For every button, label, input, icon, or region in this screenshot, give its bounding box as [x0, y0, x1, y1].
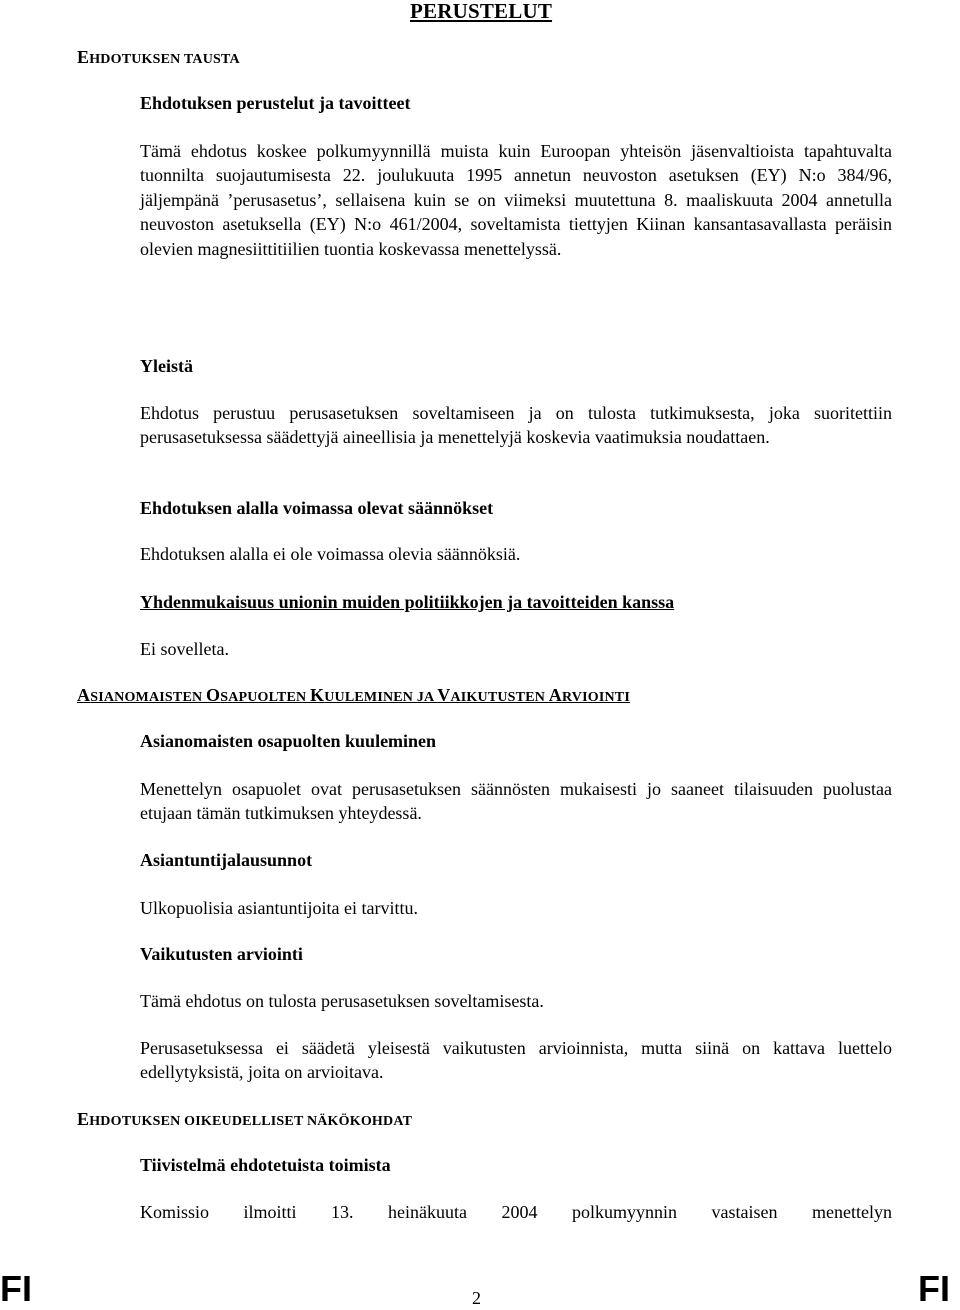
section-heading-kuuleminen: ASIANOMAISTEN OSAPUOLTEN KUULEMINEN JA VAIKUTUSTEN ARVIOINTI: [77, 685, 630, 705]
paragraph-vaikutukset-1: Tämä ehdotus on tulosta perusasetuksen soveltamisesta.: [140, 991, 544, 1011]
section-heading-tausta: [77, 47, 240, 68]
paragraph-yleista: Ehdotus perustuu perusasetuksen soveltamiseen ja on tulosta tutkimuksesta, joka suoritettiin perusasetuksessa säädettyjä aineellisia ja menettelyjä koskevia vaatimuksia noudattaen.: [140, 403, 892, 448]
paragraph-vaikutukset-2: Perusasetuksessa ei säädetä yleisestä vaikutusten arvioinnista, mutta siinä on kattava luettelo edellytyksistä, joita on arvioitava.: [140, 1038, 892, 1083]
subheading-osapuolet: Asianomaisten osapuolten kuuleminen: [140, 731, 437, 751]
subheading-yhdenmukaisuus: Yhdenmukaisuus unionin muiden politiikkojen ja tavoitteiden kanssa: [140, 592, 675, 612]
subheading-perustelut: Ehdotuksen perustelut ja tavoitteet: [140, 93, 411, 113]
page-number: 2: [472, 1288, 481, 1308]
paragraph-asiantuntija: Ulkopuolisia asiantuntijoita ei tarvittu.: [140, 898, 418, 918]
document-title: PERUSTELUT: [410, 0, 553, 23]
footer-language-left: FI: [0, 1268, 32, 1309]
paragraph-voimassa: Ehdotuksen alalla ei ole voimassa olevia säännöksiä.: [140, 544, 521, 564]
subheading-voimassa: Ehdotuksen alalla voimassa olevat säännökset: [140, 498, 494, 518]
section-heading-rest: HDOTUKSEN TAUSTA: [89, 52, 240, 67]
subheading-vaikutukset: Vaikutusten arviointi: [140, 944, 303, 964]
paragraph-perustelut: Tämä ehdotus koskee polkumyynnillä muista kuin Euroopan yhteisön jäsenvaltioista tapahtuvalta tuonnilta suojautumisesta 22. joulukuuta 1995 annetun neuvoston asetuksen (EY) N:o 384/96, jäljempänä ’perusasetus’, sellaisena kuin se on viimeksi muutettuna 8. maaliskuuta 2004 annetulla neuvoston asetuksella (EY) N:o 461/2004, soveltamista tiettyjen Kiinan kansantasavallasta peräisin olevien magnesiittitiilien tuontia koskevassa menettelyssä.: [140, 141, 892, 259]
subheading-asiantuntija: Asiantuntijalausunnot: [140, 850, 313, 870]
section-heading-oikeudelliset: EHDOTUKSEN OIKEUDELLISET NÄKÖKOHDAT: [77, 1109, 413, 1129]
subheading-tiivistelma: Tiivistelmä ehdotetuista toimista: [140, 1155, 391, 1175]
paragraph-yhdenmukaisuus: Ei sovelleta.: [140, 639, 229, 659]
paragraph-tiivistelma: Komissio ilmoitti 13. heinäkuuta 2004 polkumyynnin vastaisen menettelyn: [140, 1202, 892, 1222]
paragraph-osapuolet: Menettelyn osapuolet ovat perusasetuksen säännösten mukaisesti jo saaneet tilaisuuden puolustaa etujaan tämän tutkimuksen yhteydessä.: [140, 779, 892, 824]
footer-language-right: FI: [918, 1268, 950, 1309]
section-heading-cap: E: [77, 47, 90, 67]
subheading-yleista: Yleistä: [140, 356, 193, 376]
